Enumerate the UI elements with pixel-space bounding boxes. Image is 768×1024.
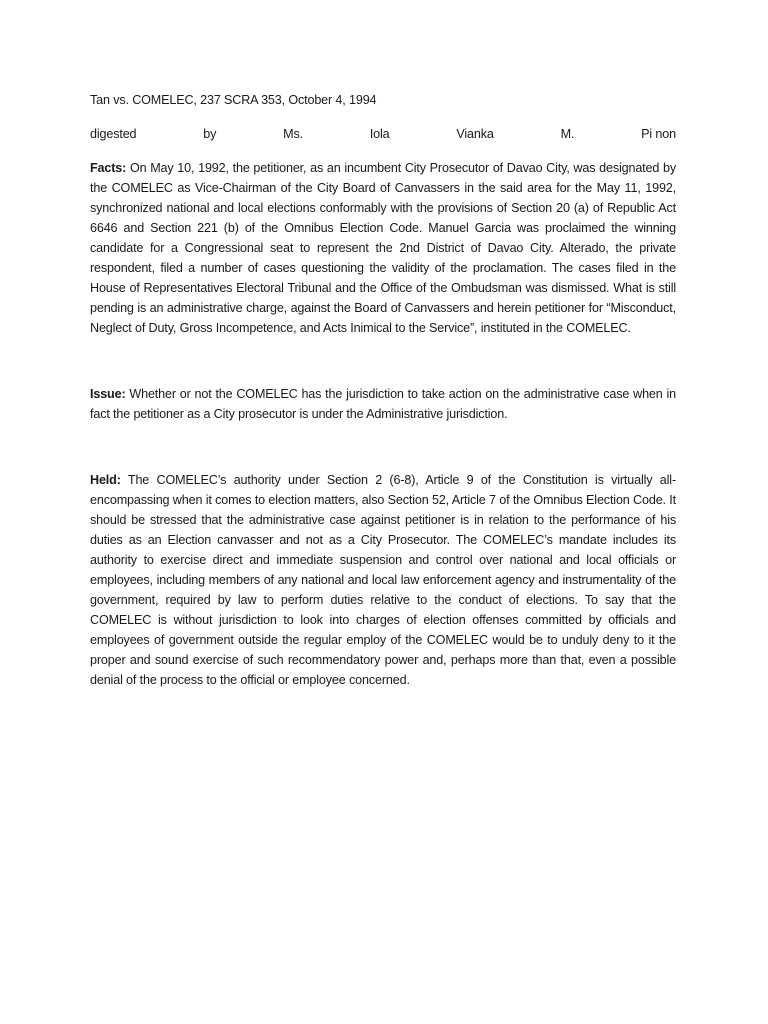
issue-text: Whether or not the COMELEC has the jurisdiction to take action on the administrative case when in fact the petitioner as a City prosecutor is under the Administrative jurisdiction.	[90, 387, 676, 421]
byline-word: Ms.	[283, 127, 303, 141]
facts-paragraph	[90, 158, 676, 338]
byline-word: M.	[560, 127, 575, 141]
facts-label: Facts:	[90, 161, 127, 175]
held-label: Held:	[90, 473, 121, 487]
byline-word: Iola	[369, 127, 390, 141]
byline	[90, 124, 676, 144]
document-page	[90, 90, 676, 690]
held-text: The COMELEC’s authority under Section 2 (6-8), Article 9 of the Constitution is virtually all-encompassing when it comes to election matters, also Section 52, Article 7 of the Omnibus Election Code. It should be stressed that the administrative case against petitioner is in relation to the performance of his duties as an Election canvasser and not as a City Prosecutor. The COMELEC’s mandate includes its authority to exercise direct and immediate suspension and control over national and local officials or employees, including members of any national and local law enforcement agency and instrumentality of the government, required by law to perform duties relative to the conduct of elections. To say that the COMELEC is without jurisdiction to look into charges of election offenses committed by officials and employees of government outside the regular employ of the COMELEC would be to unduly deny to it the proper and sound exercise of such recommendatory power and, perhaps more than that, even a possible denial of the process to the official or employee concerned.	[90, 473, 676, 687]
byline-word: Vianka	[456, 127, 494, 141]
issue-paragraph	[90, 384, 676, 424]
held-paragraph	[90, 470, 676, 690]
byline-word: digested	[90, 127, 137, 141]
case-title: Tan vs. COMELEC, 237 SCRA 353, October 4, 1994	[90, 93, 377, 107]
facts-text: On May 10, 1992, the petitioner, as an incumbent City Prosecutor of Davao City, was designated by the COMELEC as Vice-Chairman of the City Board of Canvassers in the said area for the May 11, 1992, synchronized national and local elections conformably with the provisions of Section 20 (a) of Republic Act 6646 and Section 221 (b) of the Omnibus Election Code. Manuel Garcia was proclaimed the winning candidate for a Congressional seat to represent the 2nd District of Davao City. Alterado, the private respondent, filed a number of cases questioning the validity of the proclamation. The cases filed in the House of Representatives Electoral Tribunal and the Office of the Ombudsman was dismissed. What is still pending is an administrative charge, against the Board of Canvassers and herein petitioner for “Misconduct, Neglect of Duty, Gross Incompetence, and Acts Inimical to the Service”, instituted in the COMELEC.	[90, 161, 676, 335]
byline-word: by	[203, 127, 217, 141]
issue-label: Issue:	[90, 387, 126, 401]
byline-word: Pi non	[641, 127, 676, 141]
